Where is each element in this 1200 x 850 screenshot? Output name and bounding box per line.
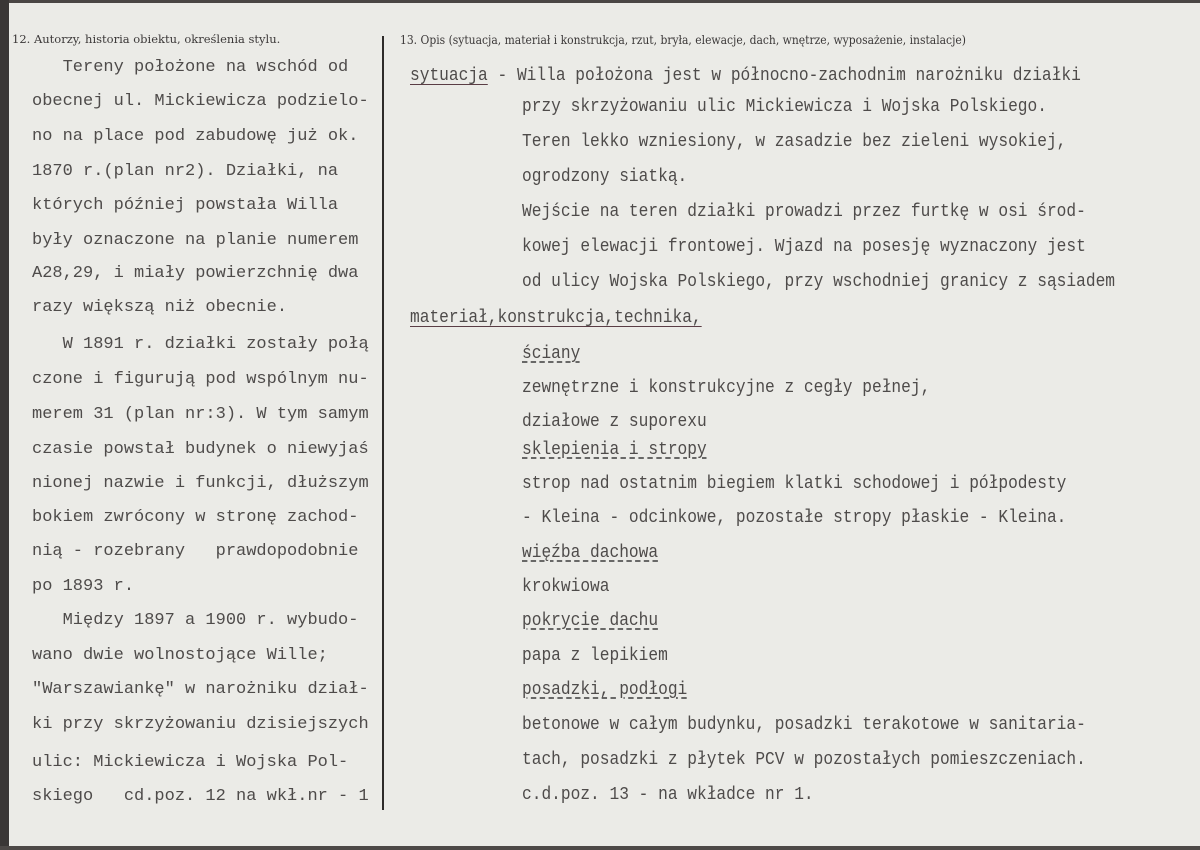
text-line: 1870 r.(plan nr2). Działki, na	[32, 162, 339, 181]
section-title-roofing: pokrycie dachu	[522, 611, 659, 631]
sytuacja-line	[410, 66, 1081, 86]
text-line: skiego cd.poz. 12 na wkł.nr - 1	[32, 787, 369, 806]
text-line: strop nad ostatnim biegiem klatki schodowej i półpodesty	[522, 474, 1067, 494]
text-line: nią - rozebrany prawdopodobnie	[32, 542, 359, 561]
text-line: W 1891 r. działki zostały połą	[32, 335, 369, 354]
text-line: wano dwie wolnostojące Wille;	[32, 646, 328, 665]
text-line: Między 1897 a 1900 r. wybudo-	[32, 611, 359, 630]
text-line: bokiem zwrócony w stronę zachod-	[32, 508, 359, 527]
text-line: Tereny położone na wschód od	[32, 58, 349, 77]
text-line: ki przy skrzyżowaniu dzisiejszych	[32, 715, 369, 734]
section-title-ceilings: sklepienia i stropy	[522, 440, 707, 460]
text-line: od ulicy Wojska Polskiego, przy wschodniej granicy z sąsiadem	[522, 272, 1116, 292]
text-line: A28,29, i miały powierzchnię dwa	[32, 264, 359, 283]
text-line: obecnej ul. Mickiewicza podzielo-	[32, 92, 369, 111]
text-line: razy większą niż obecnie.	[32, 298, 288, 317]
text-line: papa z lepikiem	[522, 646, 668, 666]
section-title-walls: ściany	[522, 344, 581, 364]
text-line: betonowe w całym budynku, posadzki terakotowe w sanitaria-	[522, 715, 1086, 735]
text-line: zewnętrzne i konstrukcyjne z cegły pełnej,	[522, 378, 931, 398]
text-line: merem 31 (plan nr:3). W tym samym	[32, 405, 369, 424]
text-line: były oznaczone na planie numerem	[32, 231, 359, 250]
text-line: tach, posadzki z płytek PCV w pozostałych pomieszczeniach.	[522, 750, 1086, 770]
scan-edge-top	[0, 0, 1200, 3]
text-line: "Warszawiankę" w narożniku dział-	[32, 680, 369, 699]
scan-edge-left	[0, 0, 9, 850]
text-line: których później powstała Willa	[32, 196, 339, 215]
text-line: no na place pod zabudowę już ok.	[32, 127, 359, 146]
section-title-roof-truss: więźba dachowa	[522, 543, 659, 563]
text-line: - Kleina - odcinkowe, pozostałe stropy płaskie - Kleina.	[522, 508, 1067, 528]
scan-edge-bottom	[0, 846, 1200, 850]
text-line: Teren lekko wzniesiony, w zasadzie bez zieleni wysokiej,	[522, 132, 1067, 152]
text-line: działowe z suporexu	[522, 412, 707, 432]
text-line: czone i figurują pod wspólnym nu-	[32, 370, 369, 389]
text-line: - Willa położona jest w północno-zachodnim narożniku działki	[487, 66, 1081, 86]
section-12-header: 12. Autorzy, historia obiektu, określenia stylu.	[12, 32, 281, 46]
sytuacja-label: sytuacja	[410, 66, 488, 86]
text-line: przy skrzyżowaniu ulic Mickiewicza i Wojska Polskiego.	[522, 97, 1047, 117]
column-divider	[382, 36, 384, 810]
text-line: ogrodzony siatką.	[522, 167, 688, 187]
text-line: czasie powstał budynek o niewyjaś	[32, 440, 369, 459]
text-line: nionej nazwie i funkcji, dłuższym	[32, 474, 369, 493]
text-line: kowej elewacji frontowej. Wjazd na posesję wyznaczony jest	[522, 237, 1086, 257]
section-title-floors: posadzki, podłogi	[522, 680, 688, 700]
section-13-header: 13. Opis (sytuacja, materiał i konstrukcja, rzut, bryła, elewacje, dach, wnętrze, wyposażenie, instalacje)	[400, 32, 966, 47]
text-line: c.d.poz. 13 - na wkładce nr 1.	[522, 785, 814, 805]
text-line: po 1893 r.	[32, 577, 135, 596]
text-line: ulic: Mickiewicza i Wojska Pol-	[32, 753, 349, 772]
text-line: Wejście na teren działki prowadzi przez furtkę w osi środ-	[522, 202, 1086, 222]
text-line: krokwiowa	[522, 577, 610, 597]
material-heading: materiał,konstrukcja,technika,	[410, 308, 702, 328]
